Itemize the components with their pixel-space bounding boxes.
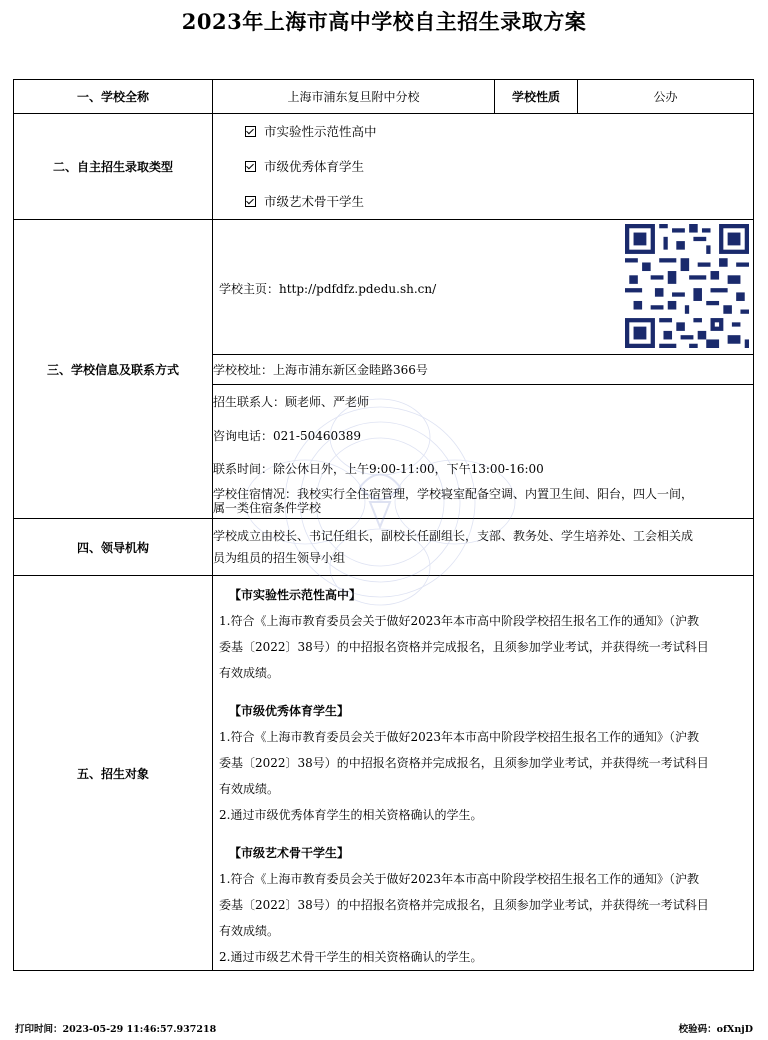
checkbox-checked-icon — [245, 196, 256, 207]
type-item: 市实验性示范性高中 — [213, 114, 753, 149]
lodging-text-1: 学校住宿情况：我校实行全住宿管理，学校寝室配备空调、内置卫生间、阳台，四人一间， — [213, 487, 694, 502]
section-heading: 【市级艺术骨干学生】 — [229, 846, 350, 860]
row-school-info-homepage — [14, 220, 754, 355]
section-line: 1.符合《上海市教育委员会关于做好2023年本市高中阶段学校招生报名工作的通知》（沪教 — [219, 730, 699, 744]
lodging-cell — [213, 485, 754, 519]
section-line: 2.通过市级优秀体育学生的相关资格确认的学生。 — [219, 808, 483, 822]
school-name-value: 上海市浦东复旦附中分校 — [213, 80, 495, 114]
document-title: 2023年上海市高中学校自主招生录取方案 — [181, 9, 587, 34]
targets-content — [213, 576, 753, 970]
admission-types-cell — [213, 114, 754, 220]
section-line: 委基〔2022〕38号）的中招报名资格并完成报名，且须参加学业考试，并获得统一考试科目 — [219, 898, 709, 912]
label-school-nature: 学校性质 — [495, 80, 578, 114]
print-time: 打印时间：2023-05-29 11:46:57.937218 — [15, 1024, 217, 1035]
checkbox-checked-icon — [245, 161, 256, 172]
section-line: 有效成绩。 — [219, 782, 280, 796]
row-admission-targets — [14, 576, 754, 971]
label-admission-types: 二、自主招生录取类型 — [14, 114, 213, 220]
school-nature-value: 公办 — [578, 80, 754, 114]
homepage-cell — [213, 220, 754, 355]
type-item: 市级艺术骨干学生 — [213, 184, 753, 219]
qr-code-icon — [625, 224, 749, 348]
section-heading: 【市实验性示范性高中】 — [229, 588, 362, 602]
label-school-name: 一、学校全称 — [14, 80, 213, 114]
section-line: 委基〔2022〕38号）的中招报名资格并完成报名，且须参加学业考试，并获得统一考试科目 — [219, 756, 709, 770]
section-line: 有效成绩。 — [219, 924, 280, 938]
admission-table — [13, 79, 754, 971]
section-line: 有效成绩。 — [219, 666, 280, 680]
section-line: 2.通过市级艺术骨干学生的相关资格确认的学生。 — [219, 950, 483, 964]
admission-targets-cell — [213, 576, 754, 971]
row-admission-types — [14, 114, 754, 220]
section-line: 委基〔2022〕38号）的中招报名资格并完成报名，且须参加学业考试，并获得统一考试科目 — [219, 640, 709, 654]
type-item: 市级优秀体育学生 — [213, 149, 753, 184]
leadership-text-2: 员为组员的招生领导小组 — [213, 551, 346, 565]
label-leadership: 四、领导机构 — [14, 519, 213, 576]
section-line: 1.符合《上海市教育委员会关于做好2023年本市高中阶段学校招生报名工作的通知》（沪教 — [219, 872, 699, 886]
check-code: 校验码：ofXnjD — [678, 1024, 753, 1035]
lodging-text-2: 属一类住宿条件学校 — [213, 501, 322, 516]
row-leadership — [14, 519, 754, 576]
section-line: 1.符合《上海市教育委员会关于做好2023年本市高中阶段学校招生报名工作的通知》（沪教 — [219, 614, 699, 628]
address-text: 学校校址：上海市浦东新区金睦路366号 — [213, 355, 754, 385]
leadership-text-1: 学校成立由校长、书记任组长，副校长任副组长，支部、教务处、学生培养处、工会相关成 — [213, 529, 694, 543]
checkbox-checked-icon — [245, 126, 256, 137]
label-school-info: 三、学校信息及联系方式 — [14, 220, 213, 519]
leadership-cell — [213, 519, 754, 576]
label-admission-targets: 五、招生对象 — [14, 576, 213, 971]
homepage-text: 学校主页：http://pdfdfz.pdedu.sh.cn/ — [219, 282, 437, 296]
row-school-name — [14, 80, 754, 114]
hours-text: 联系时间：除公休日外，上午9:00-11:00，下午13:00-16:00 — [213, 452, 754, 485]
section-heading: 【市级优秀体育学生】 — [229, 704, 350, 718]
contact-text: 招生联系人：顾老师、严老师 — [213, 385, 754, 419]
phone-text: 咨询电话：021-50460389 — [213, 419, 754, 452]
